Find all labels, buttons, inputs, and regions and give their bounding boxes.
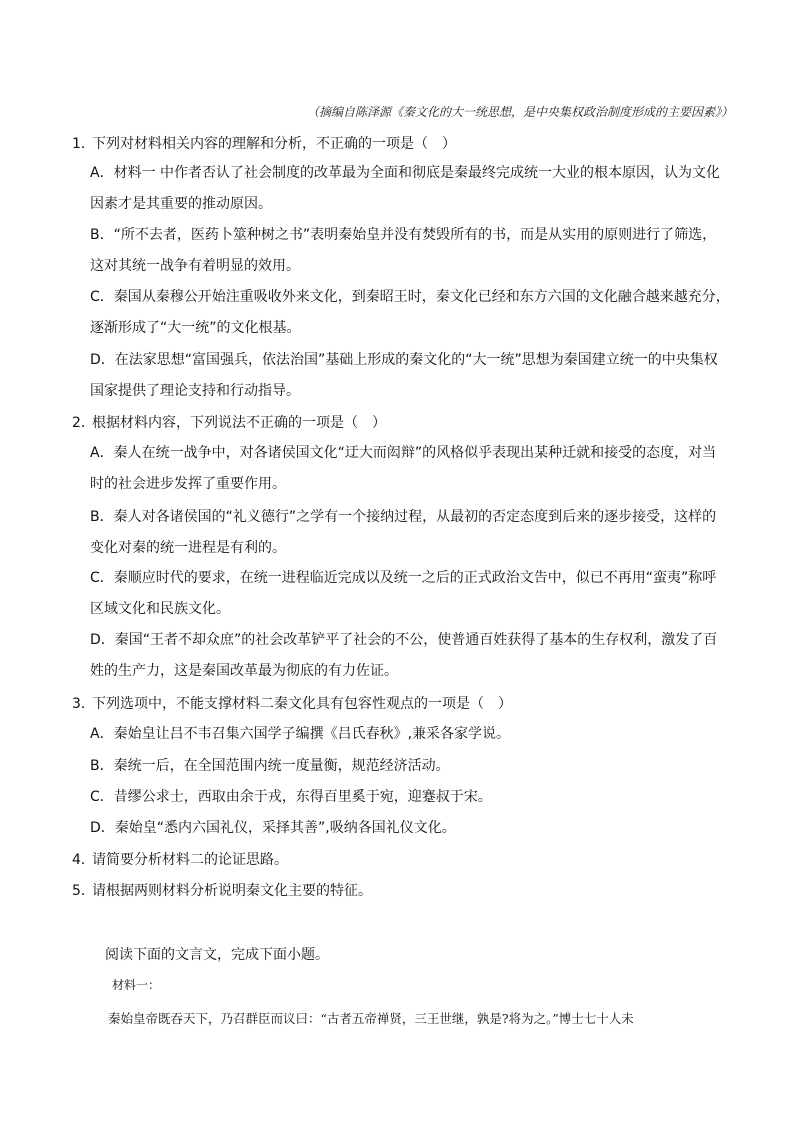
question-2-number: 2． — [72, 415, 95, 431]
question-1-option-c: C．秦国从秦穆公开始注重吸收外来文化，到秦昭王时，秦文化已经和东方六国的文化融合越来越充分， 逐渐形成了“大一统”的文化根基。 — [90, 289, 730, 336]
question-5-stem: 5．请根据两则材料分析说明秦文化主要的特征。 — [72, 883, 372, 899]
material-label: 材料一： — [112, 978, 161, 992]
question-3-option-d: D．秦始皇“悉内六国礼仪，采择其善”,吸纳各国礼仪文化。 — [90, 820, 456, 836]
question-1-option-d: D．在法家思想“富国强兵，依法治国”基础上形成的秦文化的“大一统”思想为秦国建立统一的中央集权 国家提供了理论支持和行动指导。 — [90, 352, 718, 399]
question-1-number: 1． — [72, 136, 95, 152]
question-2-stem: 2．根据材料内容，下列说法不正确的一项是（ ） — [72, 415, 386, 431]
question-1-stem: 1．下列对材料相关内容的理解和分析，不正确的一项是（ ） — [72, 136, 456, 152]
source-citation: （摘编自陈泽源《秦文化的大一统思想，是中央集权政治制度形成的主要因素》） — [306, 105, 733, 119]
question-3-option-a: A．秦始皇让吕不韦召集六国学子编撰《吕氏春秋》,兼采各家学说。 — [90, 726, 511, 742]
question-4-number: 4． — [72, 852, 95, 868]
question-3-number: 3． — [72, 696, 95, 712]
reading-intro: 阅读下面的文言文，完成下面小题。 — [105, 947, 329, 963]
question-3-option-b: B．秦统一后，在全国范围内统一度量衡，规范经济活动。 — [90, 758, 450, 774]
question-2-option-a: A．秦人在统一战争中，对各诸侯国文化“迂大而闳辩”的风格似乎表现出某种迁就和接受的态度，对当 时的社会进步发挥了重要作用。 — [90, 445, 717, 492]
question-1-option-a: A．材料一 中作者否认了社会制度的改革最为全面和彻底是秦最终完成统一大业的根本原因，认为文化 因素才是其重要的推动原因。 — [90, 165, 721, 212]
question-5-number: 5． — [72, 883, 95, 899]
question-2-option-b: B．秦人对各诸侯国的“礼义德行”之学有一个接纳过程，从最初的否定态度到后来的逐步接受，这样的 变化对秦的统一进程是有利的。 — [90, 509, 717, 556]
question-1-option-b: B．“所不去者，医药卜筮种树之书”表明秦始皇并没有焚毁所有的书，而是从实用的原则进行了筛选， 这对其统一战争有着明显的效用。 — [90, 227, 717, 274]
question-3-stem: 3．下列选项中，不能支撑材料二秦文化具有包容性观点的一项是（ ） — [72, 696, 512, 712]
question-2-option-d: D．秦国“王者不却众庶”的社会改革铲平了社会的不公，使普通百姓获得了基本的生存权利，激发了百 姓的生产力，这是秦国改革最为彻底的有力佐证。 — [90, 632, 718, 679]
question-3-option-c: C．昔缪公求士，西取由余于戎，东得百里奚于宛，迎蹇叔于宋。 — [90, 789, 492, 805]
question-2-option-c: C．秦顺应时代的要求，在统一进程临近完成以及统一之后的正式政治文告中，似已不再用“蛮夷”称呼 区域文化和民族文化。 — [90, 570, 717, 617]
classical-text-line: 秦始皇帝既吞天下，乃召群臣而议曰：“古者五帝禅贤，三王世继，孰是?将为之。”博士七十人未 — [108, 1011, 634, 1026]
question-4-stem: 4．请简要分析材料二的论证思路。 — [72, 852, 288, 868]
